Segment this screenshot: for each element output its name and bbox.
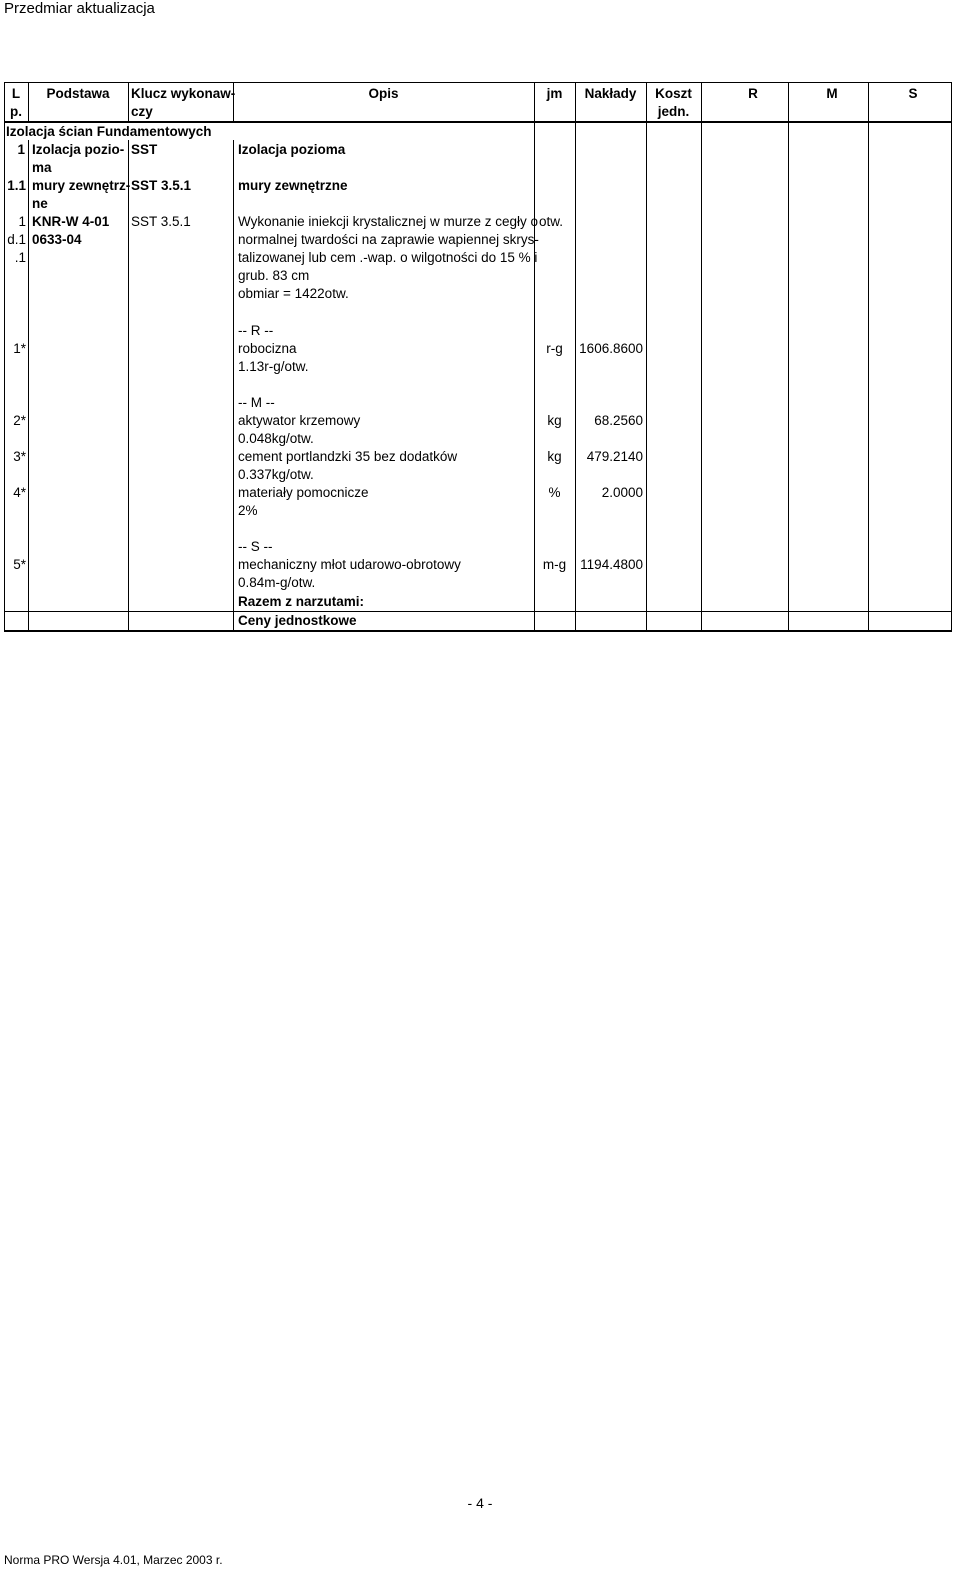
- resource-lp: 5*: [13, 557, 26, 572]
- resource-jm: r-g: [546, 341, 563, 356]
- razem-label: Razem z narzutami:: [238, 594, 365, 609]
- resource-norm: 1.13r-g/otw.: [238, 359, 309, 374]
- resource-name: robocizna: [238, 341, 297, 356]
- resource-name: aktywator krzemowy: [238, 413, 361, 428]
- position-jm: otw.: [539, 214, 564, 229]
- header-m: M: [826, 86, 838, 101]
- header-klucz: Klucz wykonaw- czy: [131, 86, 236, 119]
- col-border: [233, 82, 234, 631]
- header-s: S: [908, 86, 918, 101]
- resource-lp: 2*: [13, 413, 26, 428]
- table-top-border: [4, 82, 952, 83]
- section-title: Izolacja ścian Fundamentowych: [6, 124, 212, 139]
- group2-lp: 1.1: [7, 178, 26, 193]
- resource-norm: 0.84m-g/otw.: [238, 575, 316, 590]
- header-jm: jm: [546, 86, 563, 101]
- resource-value: 479.2140: [586, 449, 643, 464]
- resource-group-header: -- S --: [238, 539, 273, 554]
- position-opis: Wykonanie iniekcji krystalicznej w murze z cegły o normalnej twardości na zaprawie wapiennej skrys- talizowanej lub cem .-wap. o wilgotności do 15 % i grub. 83 cm obmiar = 1422otw.: [238, 214, 539, 301]
- resource-group-header: -- M --: [238, 395, 275, 410]
- col-border: [28, 82, 29, 631]
- resource-norm: 0.048kg/otw.: [238, 431, 314, 446]
- ceny-label: Ceny jednostkowe: [238, 613, 357, 628]
- resource-norm: 0.337kg/otw.: [238, 467, 314, 482]
- group1-opis: Izolacja pozioma: [238, 142, 346, 157]
- header-lp: L p.: [10, 86, 22, 119]
- resource-lp: 4*: [13, 485, 26, 500]
- col-border: [701, 82, 702, 631]
- group2-opis: mury zewnętrzne: [238, 178, 348, 193]
- col-border: [788, 82, 789, 631]
- col-border: [646, 82, 647, 631]
- group1-lp: 1: [17, 142, 25, 157]
- resource-group-header: -- R --: [238, 323, 274, 338]
- header-r: R: [748, 86, 758, 101]
- resource-name: materiały pomocnicze: [238, 485, 369, 500]
- header-opis: Opis: [368, 86, 399, 101]
- col-border: [128, 82, 129, 631]
- page-number: - 4 -: [467, 1495, 493, 1511]
- table-bottom-border: [4, 630, 952, 632]
- resource-norm: 2%: [238, 503, 258, 518]
- document-title: Przedmiar aktualizacja: [4, 0, 155, 17]
- resource-name: mechaniczny młot udarowo-obrotowy: [238, 557, 461, 572]
- col-border: [951, 82, 952, 631]
- resource-jm: %: [548, 485, 561, 500]
- header-koszt: Koszt jedn.: [655, 86, 692, 119]
- group2-klucz: SST 3.5.1: [131, 178, 192, 193]
- group2-podstawa: mury zewnętrz- ne: [32, 178, 131, 211]
- position-podstawa: KNR-W 4-01 0633-04: [32, 214, 110, 247]
- resource-jm: kg: [547, 413, 562, 428]
- position-klucz: SST 3.5.1: [131, 214, 191, 229]
- header-naklady: Nakłady: [584, 86, 637, 101]
- resource-name: cement portlandzki 35 bez dodatków: [238, 449, 458, 464]
- resource-value: 68.2560: [594, 413, 643, 428]
- group1-podstawa: Izolacja pozio- ma: [32, 142, 125, 175]
- header-podstawa: Podstawa: [46, 86, 110, 101]
- razem-top-border: [4, 611, 952, 612]
- resource-value: 1194.4800: [580, 557, 643, 572]
- resource-lp: 3*: [13, 449, 26, 464]
- resource-jm: kg: [547, 449, 562, 464]
- cost-estimate-table: [4, 82, 952, 631]
- footer-text: Norma PRO Wersja 4.01, Marzec 2003 r.: [4, 1553, 223, 1567]
- resource-value: 1606.8600: [579, 341, 643, 356]
- col-border: [868, 82, 869, 631]
- resource-jm: m-g: [542, 557, 567, 572]
- resource-value: 2.0000: [601, 485, 643, 500]
- position-lp: 1 d.1 .1: [7, 214, 26, 265]
- resource-lp: 1*: [13, 341, 26, 356]
- group1-klucz: SST: [131, 142, 158, 157]
